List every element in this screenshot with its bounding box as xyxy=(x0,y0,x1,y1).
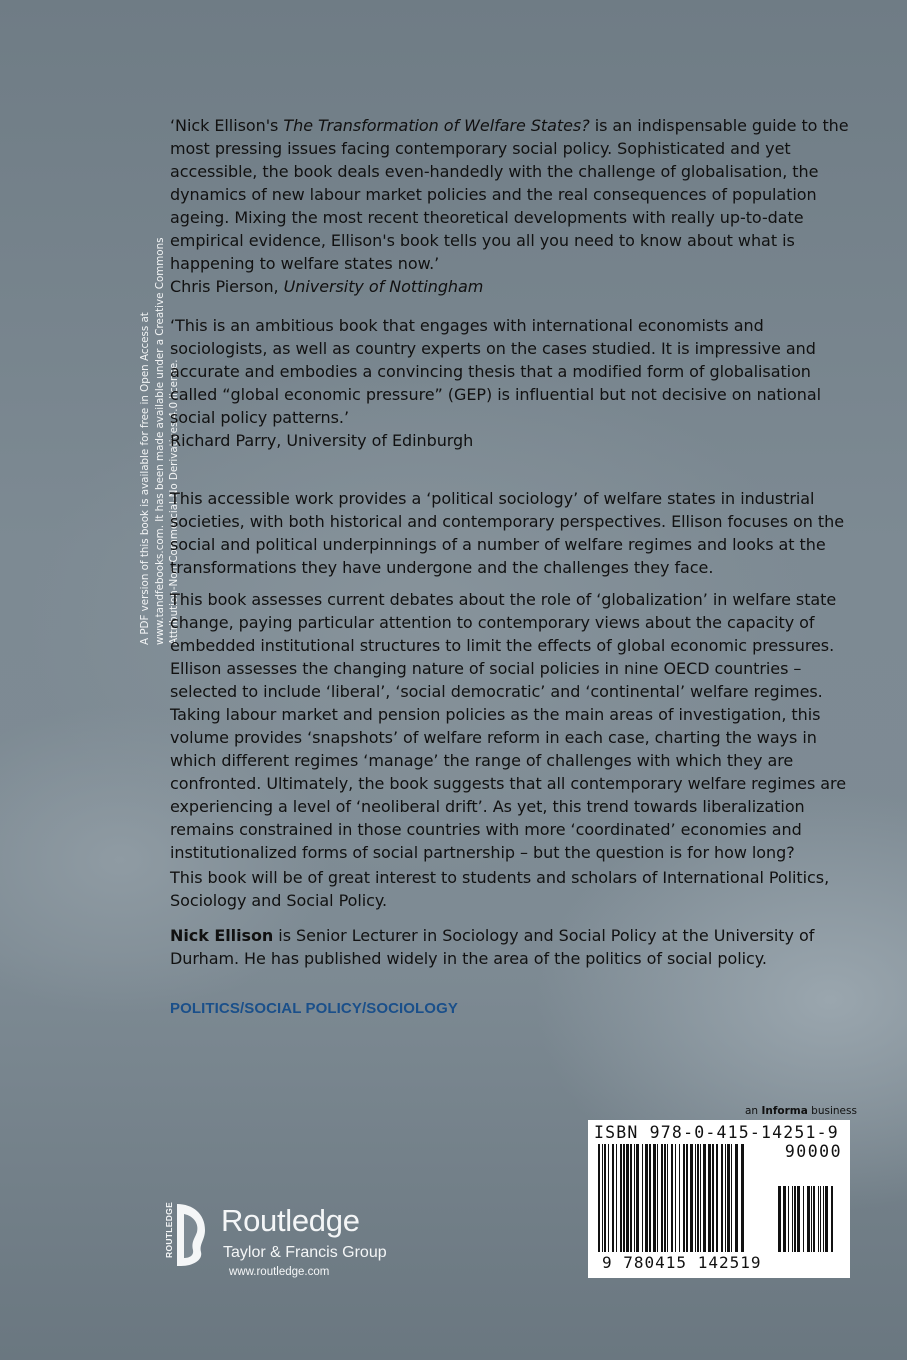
routledge-logo-icon xyxy=(163,1200,215,1270)
review-text: ‘This is an ambitious book that engages with international economists and sociologists, as well as country experts on the cases studied. It is impressive and accurate and embodies a convincing thesis that a modified form of globalisation called “global economic pressure” (GEP) is influential but not decisive on national social policy patterns.’ xyxy=(170,316,822,427)
author-name: Nick Ellison xyxy=(170,926,274,945)
review-quote-2 xyxy=(170,314,850,452)
author-bio: Nick Ellison is Senior Lecturer in Sociology and Social Policy at the University of Durham. He has published widely in the area of the politics of social policy. xyxy=(170,926,815,968)
description-paragraph-1: This accessible work provides a ‘political sociology’ of welfare states in industrial societies, with both historical and contemporary perspectives. Ellison focuses on the social and political underpinnings of a number of welfare regimes and looks at the transformations they have undergone and the challenges they face. xyxy=(170,489,845,577)
reviewer: Richard Parry, University of Edinburgh xyxy=(170,431,474,450)
publisher-name: Routledge xyxy=(221,1203,360,1238)
book-title: The Transformation of Welfare States? xyxy=(283,116,590,135)
review-text: ‘Nick Ellison's The Transformation of Welfare States? is an indispensable guide to the most pressing issues facing contemporary social policy. Sophisticated and yet accessible, the book deals even-handedly with the challenge of globalisation, the dynamics of new labour market policies and the real consequences of population ageing. Mixing the most recent theoretical developments with really up-to-date empirical evidence, Ellison's book tells you all you need to know about what is happening to welfare states now.’ xyxy=(170,116,849,273)
description-paragraph-3: This book will be of great interest to students and scholars of International Politics, Sociology and Social Policy. xyxy=(170,868,830,910)
open-access-note: A PDF version of this book is available for free in Open Access at www.tandfebooks.com. It has been made available under a Creative Commons Attribution-Non Commercial-No Derivatives 4.0 license. xyxy=(139,237,180,645)
publisher-group: Taylor & Francis Group xyxy=(223,1244,387,1261)
reviewer: Chris Pierson, University of Nottingham xyxy=(170,277,484,296)
reviewer-affiliation: University of Nottingham xyxy=(283,277,484,296)
description-paragraph-2: This book assesses current debates about the role of ‘globalization’ in welfare state change, paying particular attention to contemporary views about the capacity of embedded institutional structures to limit the effects of global economic pressures. Ellison assesses the changing nature of social policies in nine OECD countries – selected to include ‘liberal’, ‘social democratic’ and ‘continental’ welfare regimes. Taking labour market and pension policies as the main areas of investigation, this volume provides ‘snapshots’ of welfare reform in each case, charting the ways in which different regimes ‘manage’ the range of challenges with which they are confronted. Ultimately, the book suggests that all contemporary welfare regimes are experiencing a level of ‘neoliberal drift’. As yet, this trend towards liberalization remains constrained in those countries with more ‘coordinated’ economies and institutionalized forms of social partnership – but the question is for how long? xyxy=(170,590,846,862)
price-code: 90000 xyxy=(784,1142,842,1161)
barcode-bars xyxy=(598,1144,748,1254)
review-quote-1 xyxy=(170,114,850,298)
subject-category: POLITICS/SOCIAL POLICY/SOCIOLOGY xyxy=(170,1000,458,1017)
publisher-url[interactable]: www.routledge.com xyxy=(229,1266,330,1278)
isbn-label: ISBN 978-0-415-14251-9 xyxy=(594,1123,839,1142)
logo-text: ROUTLEDGE xyxy=(164,1201,174,1258)
isbn-digits: 9 780415 142519 xyxy=(602,1253,762,1272)
isbn-barcode xyxy=(588,1120,850,1278)
informa-tagline: an Informa business xyxy=(745,1105,857,1117)
price-barcode-bars xyxy=(778,1186,838,1254)
